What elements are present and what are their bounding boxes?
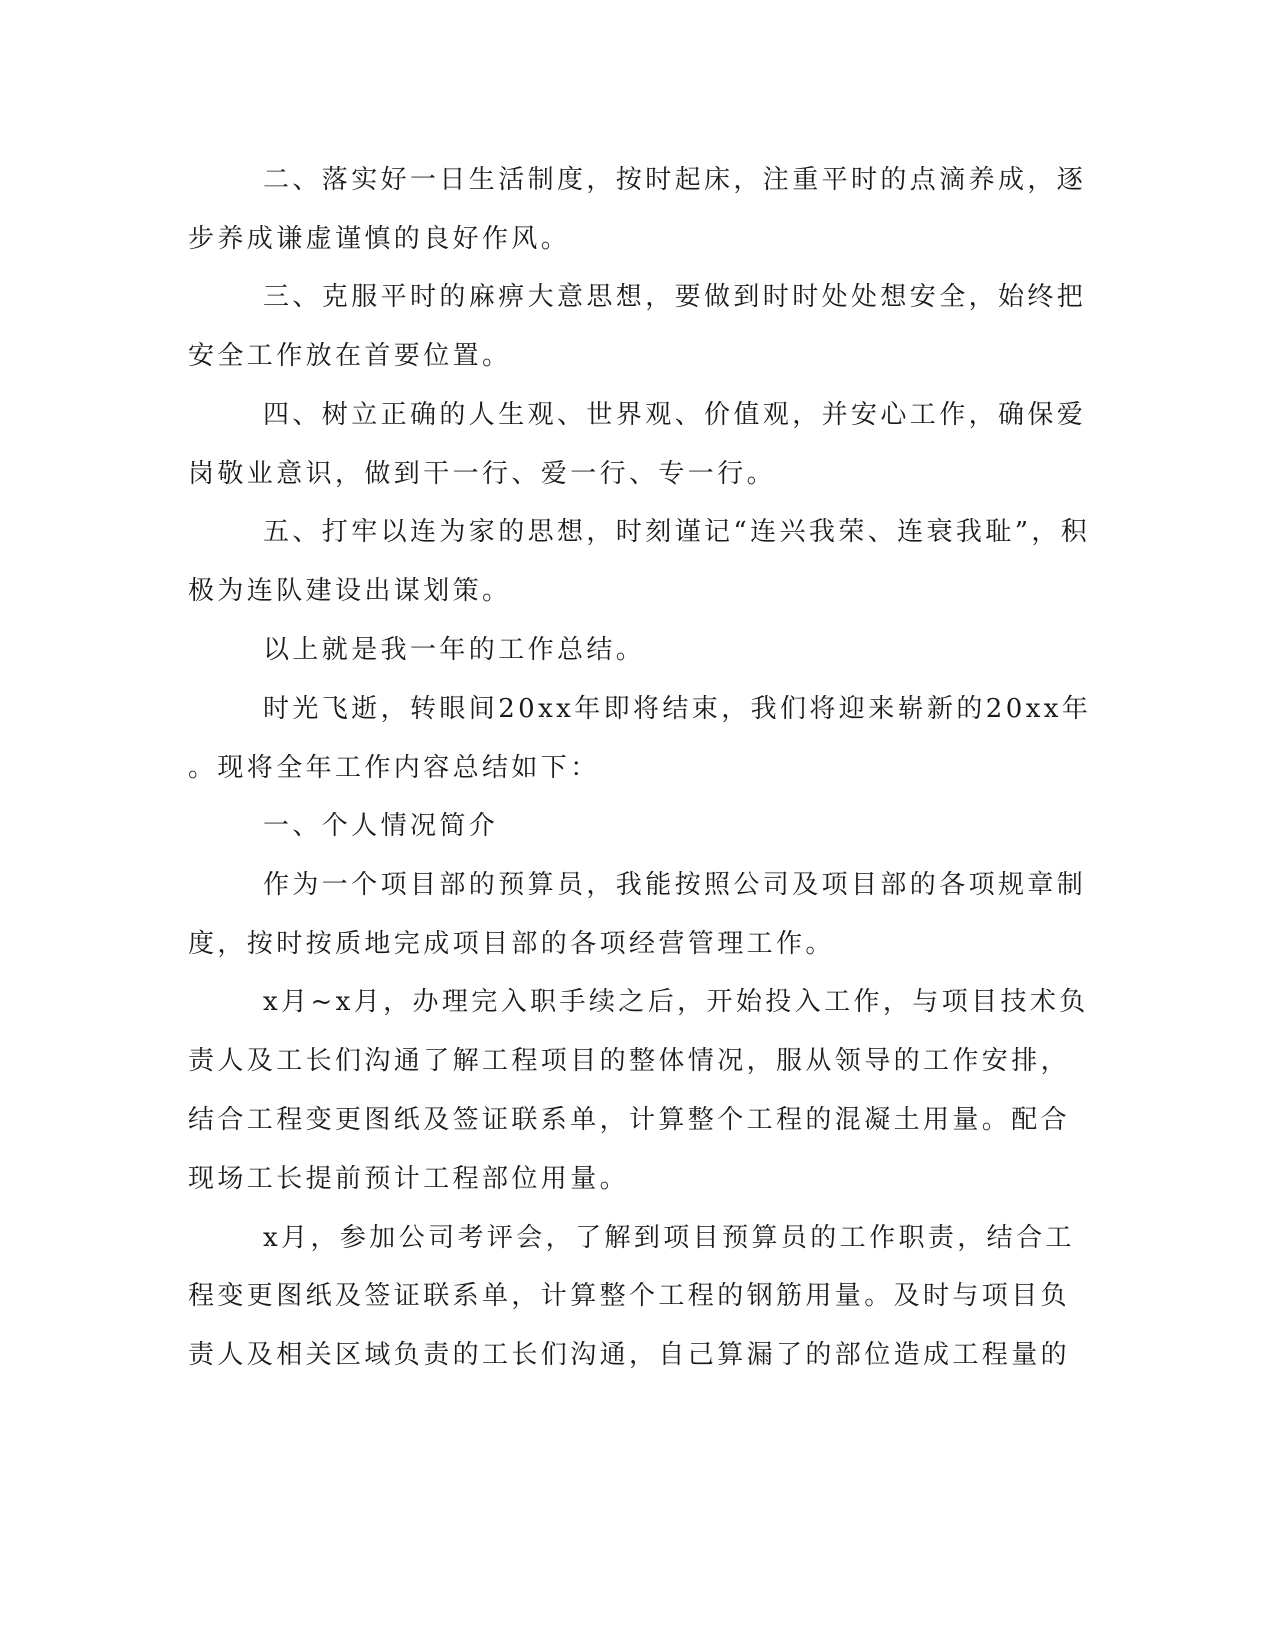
text-line: 步养成谦虚谨慎的良好作风。 bbox=[188, 224, 571, 254]
text-line: 。现将全年工作内容总结如下： bbox=[188, 753, 600, 783]
text-line: 岗敬业意识，做到干一行、爱一行、专一行。 bbox=[188, 459, 777, 489]
text-line: 以上就是我一年的工作总结。 bbox=[263, 635, 646, 665]
text-line: 现场工长提前预计工程部位用量。 bbox=[188, 1164, 630, 1194]
text-line: 极为连队建设出谋划策。 bbox=[188, 576, 512, 606]
text-line: 结合工程变更图纸及签证联系单，计算整个工程的混凝土用量。配合 bbox=[188, 1105, 1071, 1135]
text-line: 一、个人情况简介 bbox=[263, 811, 499, 841]
text-line: x月，参加公司考评会，了解到项目预算员的工作职责，结合工 bbox=[263, 1223, 1075, 1253]
text-line: 五、打牢以连为家的思想，时刻谨记“连兴我荣、连衰我耻”，积 bbox=[263, 517, 1091, 547]
text-line: 作为一个项目部的预算员，我能按照公司及项目部的各项规章制 bbox=[263, 870, 1087, 900]
text-line: 程变更图纸及签证联系单，计算整个工程的钢筋用量。及时与项目负 bbox=[188, 1281, 1071, 1311]
text-line: 三、克服平时的麻痹大意思想，要做到时时处处想安全，始终把 bbox=[263, 282, 1087, 312]
text-line: 责人及工长们沟通了解工程项目的整体情况，服从领导的工作安排， bbox=[188, 1046, 1071, 1076]
text-line: x月~x月，办理完入职手续之后，开始投入工作，与项目技术负 bbox=[263, 987, 1089, 1017]
text-line: 四、树立正确的人生观、世界观、价值观，并安心工作，确保爱 bbox=[263, 400, 1087, 430]
text-line: 责人及相关区域负责的工长们沟通，自己算漏了的部位造成工程量的 bbox=[188, 1340, 1071, 1370]
text-line: 时光飞逝，转眼间20xx年即将结束，我们将迎来崭新的20xx年 bbox=[263, 694, 1092, 724]
text-line: 度，按时按质地完成项目部的各项经营管理工作。 bbox=[188, 929, 835, 959]
text-line: 二、落实好一日生活制度，按时起床，注重平时的点滴养成，逐 bbox=[263, 165, 1087, 195]
text-line: 安全工作放在首要位置。 bbox=[188, 341, 512, 371]
